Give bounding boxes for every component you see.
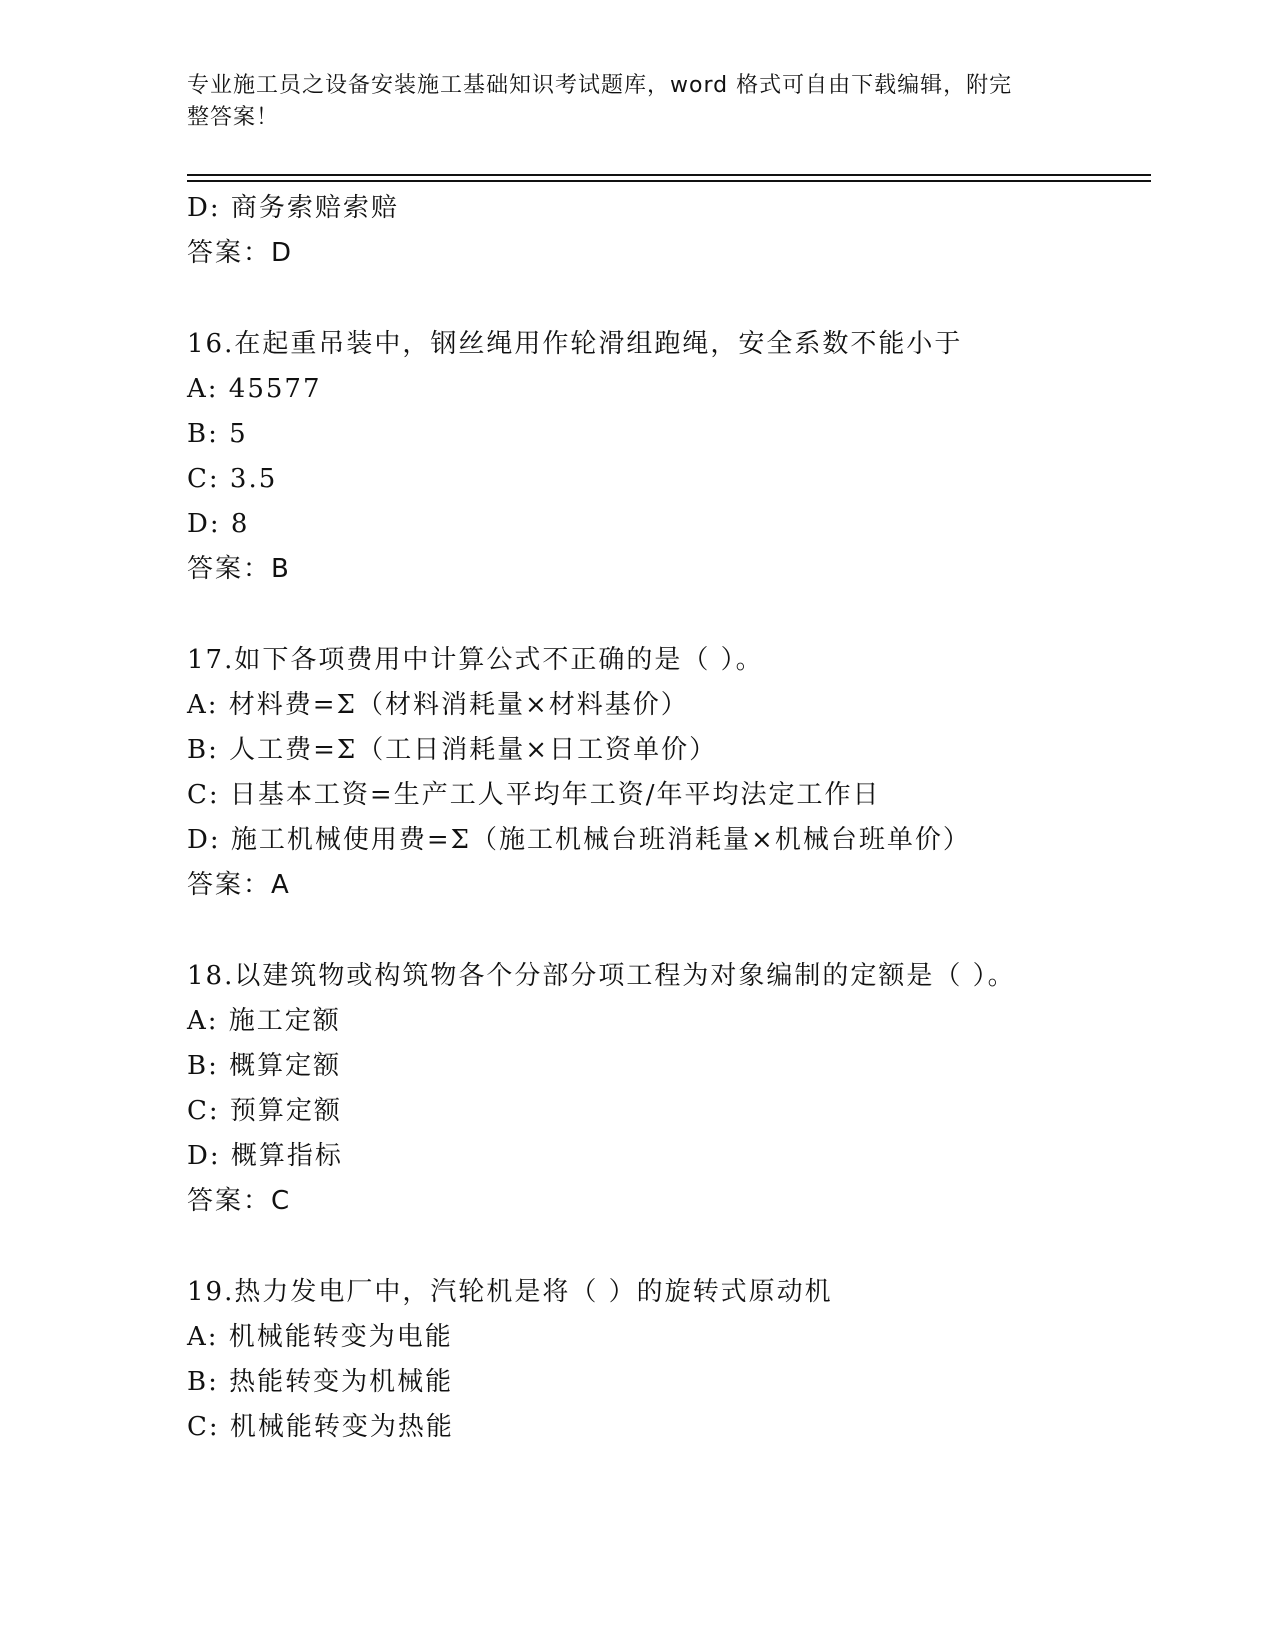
option-b: B: 5 xyxy=(187,419,248,449)
document-header xyxy=(187,70,1067,134)
answer-line: 答案：B xyxy=(187,554,291,584)
answer-line: 答案：A xyxy=(187,870,291,900)
option-d: D: 商务索赔索赔 xyxy=(187,193,399,223)
spacer xyxy=(187,276,1151,322)
header-rule-bottom xyxy=(187,180,1151,182)
question-15-continued xyxy=(187,186,1151,276)
option-a: A: 施工定额 xyxy=(187,1006,341,1036)
option-a: A: 机械能转变为电能 xyxy=(187,1322,453,1352)
option-d: D: 8 xyxy=(187,509,250,539)
option-b: B: 概算定额 xyxy=(187,1051,342,1081)
spacer xyxy=(187,908,1151,954)
question-18 xyxy=(187,954,1151,1224)
answer-line: 答案：D xyxy=(187,238,294,268)
question-16 xyxy=(187,322,1151,592)
question-17 xyxy=(187,638,1151,908)
option-b: B: 人工费=Σ（工日消耗量×日工资单价） xyxy=(187,735,718,765)
option-c: C: 机械能转变为热能 xyxy=(187,1412,454,1442)
option-d: D: 施工机械使用费=Σ（施工机械台班消耗量×机械台班单价） xyxy=(187,825,971,855)
header-rule-top xyxy=(187,174,1151,176)
question-stem: 18.以建筑物或构筑物各个分部分项工程为对象编制的定额是（ ）。 xyxy=(187,961,1016,991)
document-body xyxy=(187,186,1151,1450)
header-line-1: 专业施工员之设备安装施工基础知识考试题库，word 格式可自由下载编辑，附完 xyxy=(187,73,1013,98)
option-d: D: 概算指标 xyxy=(187,1141,343,1171)
option-a: A: 45577 xyxy=(187,374,322,404)
question-stem: 16.在起重吊装中，钢丝绳用作轮滑组跑绳，安全系数不能小于 xyxy=(187,329,963,359)
answer-line: 答案：C xyxy=(187,1186,292,1216)
option-b: B: 热能转变为机械能 xyxy=(187,1367,454,1397)
option-c: C: 3.5 xyxy=(187,464,278,494)
option-c: C: 预算定额 xyxy=(187,1096,342,1126)
spacer xyxy=(187,592,1151,638)
header-line-2: 整答案！ xyxy=(187,105,280,130)
option-a: A: 材料费=Σ（材料消耗量×材料基价） xyxy=(187,690,689,720)
question-stem: 19.热力发电厂中，汽轮机是将（ ）的旋转式原动机 xyxy=(187,1277,833,1307)
question-19 xyxy=(187,1270,1151,1450)
spacer xyxy=(187,1224,1151,1270)
option-c: C: 日基本工资=生产工人平均年工资/年平均法定工作日 xyxy=(187,780,881,810)
question-stem: 17.如下各项费用中计算公式不正确的是（ ）。 xyxy=(187,645,764,675)
